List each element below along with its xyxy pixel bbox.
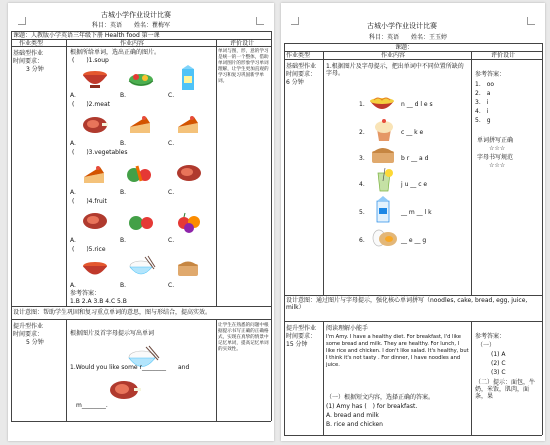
topic-line: 课题： (395, 44, 414, 51)
answer-item: (3) C (491, 369, 506, 376)
topic-line: 课题：人教版小学英语三年级下册 Health food 第一课 (13, 32, 160, 39)
word-blank[interactable]: c __ k e (401, 129, 424, 136)
meat-icon (108, 379, 142, 401)
crop-mark (18, 17, 26, 25)
evaluation-criterion: 单词拼写正确 (477, 137, 514, 144)
instruction: 根据所给单词，选出正确的图片。 (70, 49, 161, 56)
page-title: 古城小学作业设计比赛 (367, 22, 437, 30)
answer-item: 4. i (475, 108, 489, 115)
header-type: 作业类型 (286, 52, 311, 59)
fill-in-blank[interactable]: m________. (76, 402, 108, 409)
subject-name-line: 科目：英语 姓名：瞿梅军 (92, 22, 171, 29)
reading-title: 阅读理解小能手 (326, 325, 369, 332)
answer-item: (2) C (491, 360, 506, 367)
homework-type: 提升型作业 (13, 323, 44, 330)
option-b: B. rice and chicken (326, 421, 383, 428)
answer-label: 参考答案： (475, 71, 506, 78)
answer-item: 2. a (475, 90, 491, 97)
option-a: A. (70, 189, 76, 196)
header-evaluation: 评价设计 (230, 40, 255, 47)
option-c: C. (168, 189, 175, 196)
eggs-icon (369, 225, 399, 249)
design-intent: 设计意图：帮助学生巩固和复习重点单词的意思，图与形结合，提高实效。 (13, 309, 212, 316)
juice-carton-icon (180, 65, 196, 91)
cake-icon (128, 113, 152, 135)
instruction: 根据图片及首字母提示写出单词 (70, 330, 155, 337)
evaluation-text: 让学生在熟悉的问题中根据提示书写正确的正确格式，实现在真挚的情景中记忆单词，提高记忆单词的实效性。 (218, 323, 269, 352)
crop-mark (256, 17, 264, 25)
meat-icon (82, 115, 108, 135)
vegetables-icon (128, 209, 154, 233)
time-value: 6 分钟 (286, 79, 304, 86)
time-requirement-label: 时间要求： (286, 333, 317, 340)
question-item: ( )2.meat (72, 101, 110, 108)
cake-icon (82, 163, 106, 185)
evaluation-text: 单词与图，形，意的学习是统一的一个整体，借助单词图片的形象学习单词理解，让学生更加直观的学习和复习巩固新学单词。 (218, 49, 269, 84)
option-a: A. (70, 92, 76, 99)
word-blank[interactable]: b r __ a d (401, 155, 429, 162)
time-value: 5 分钟 (26, 339, 44, 346)
word-blank[interactable]: j u __ c e (401, 181, 428, 188)
instruction: 1.根据图片及字母提示，把出单词中不同位置所缺的字母。 (326, 63, 464, 77)
evaluation-criterion: 字母书写规范 (477, 154, 514, 161)
option-a: A. (70, 237, 76, 244)
header-content: 作业内容 (381, 52, 406, 59)
word-blank[interactable]: n __ d l e s (401, 101, 433, 108)
time-requirement-label: 时间要求： (286, 71, 317, 78)
cake-icon (176, 113, 200, 135)
question-item: ( )4.fruit (72, 198, 107, 205)
option-c: C. (168, 140, 175, 147)
item-number: 1. (359, 101, 365, 108)
answer-label: 参考答案： (70, 290, 101, 297)
homework-type: 基础型作业 (13, 50, 44, 57)
soup-bowl-icon (82, 65, 108, 89)
item-number: 2. (359, 129, 365, 136)
cupcake-icon (373, 117, 395, 143)
subject-name-line: 科目：英语 姓名：王玉婷 (369, 34, 448, 41)
option-c: C. (168, 92, 175, 99)
option-c: C. (168, 282, 175, 289)
page-title: 古城小学作业设计比赛 (101, 11, 171, 19)
item-number: 6. (359, 237, 365, 244)
juice-glass-icon (375, 167, 393, 193)
design-intent: 设计意图：通过图片与字母提示，强化核心单词拼写（noodles, cake, bread, egg, juice, milk） (286, 297, 528, 311)
right-worksheet-page (281, 3, 545, 441)
vegetables-icon (126, 163, 154, 185)
answer-label: 参考答案： (475, 333, 506, 340)
answer-item: （二）提示：面包，牛奶，米饭，肌肉，面条，果 (475, 379, 536, 400)
header-evaluation: 评价设计 (491, 52, 516, 59)
answer-item: 5. g (475, 117, 491, 124)
star-rating: ☆☆☆ (489, 145, 506, 152)
answer-item: （一） (477, 342, 496, 349)
time-requirement-label: 时间要求： (13, 58, 44, 65)
option-c: C. (168, 237, 175, 244)
fill-in-sentence: 1.Would you like some r________ and (70, 364, 190, 371)
time-value: 3 分钟 (26, 66, 44, 73)
bread-icon (369, 145, 397, 165)
answer-item: 3. i (475, 99, 489, 106)
answer-key: 1.B 2.A 3.B 4.C 5.B (70, 298, 127, 305)
soup-bowl-icon (82, 257, 108, 279)
header-content: 作业内容 (120, 40, 145, 47)
question-item: ( )1.soup (72, 57, 109, 64)
crop-mark (291, 17, 299, 25)
word-blank[interactable]: __ e __ g (401, 237, 427, 244)
option-b: B. (120, 189, 127, 196)
option-b: B. (120, 282, 127, 289)
item-number: 3. (359, 155, 365, 162)
noodles-bowl-icon (369, 93, 395, 113)
task-instruction: （一）根据短文内容，选择正确的答案。 (326, 394, 435, 401)
rice-bowl-icon (128, 255, 156, 279)
time-requirement-label: 时间要求： (13, 331, 44, 338)
header-type: 作业类型 (19, 40, 44, 47)
option-b: B. (120, 140, 127, 147)
option-a: A. (70, 282, 76, 289)
question: (1) Amy has ( ) for breakfast. (326, 403, 418, 410)
option-a: A. (70, 140, 76, 147)
option-b: B. (120, 92, 127, 99)
item-number: 4. (359, 181, 365, 188)
question-item: ( )3.vegetables (72, 149, 128, 156)
crop-mark (527, 17, 535, 25)
option-a: A. bread and milk (326, 412, 379, 419)
option-b: B. (120, 237, 127, 244)
meat-icon (176, 163, 202, 183)
meat-icon (82, 211, 108, 231)
salad-icon (128, 69, 154, 87)
left-worksheet-page (8, 3, 274, 441)
question-item: ( )5.rice (72, 246, 106, 253)
word-blank[interactable]: __ m __ l k (401, 209, 432, 216)
item-number: 5. (359, 209, 365, 216)
milk-carton-icon (375, 195, 391, 223)
time-value: 15 分钟 (286, 341, 308, 348)
star-rating: ☆☆☆ (489, 162, 506, 169)
answer-item: 1. oo (475, 81, 495, 88)
reading-passage: I'm Amy. I have a healthy diet. For breakfast, I'd like some bread and milk. They are healthy. For lunch, I like rice and chicken. I don't like salad. It's healthy, but I think it's not tasty . For dinner, I have noodles and juice. (326, 334, 469, 368)
fruit-icon (176, 209, 202, 233)
homework-type: 提升型作业 (286, 325, 317, 332)
bread-icon (176, 259, 200, 277)
answer-item: (1) A (491, 351, 506, 358)
homework-type: 基础型作业 (286, 63, 317, 70)
